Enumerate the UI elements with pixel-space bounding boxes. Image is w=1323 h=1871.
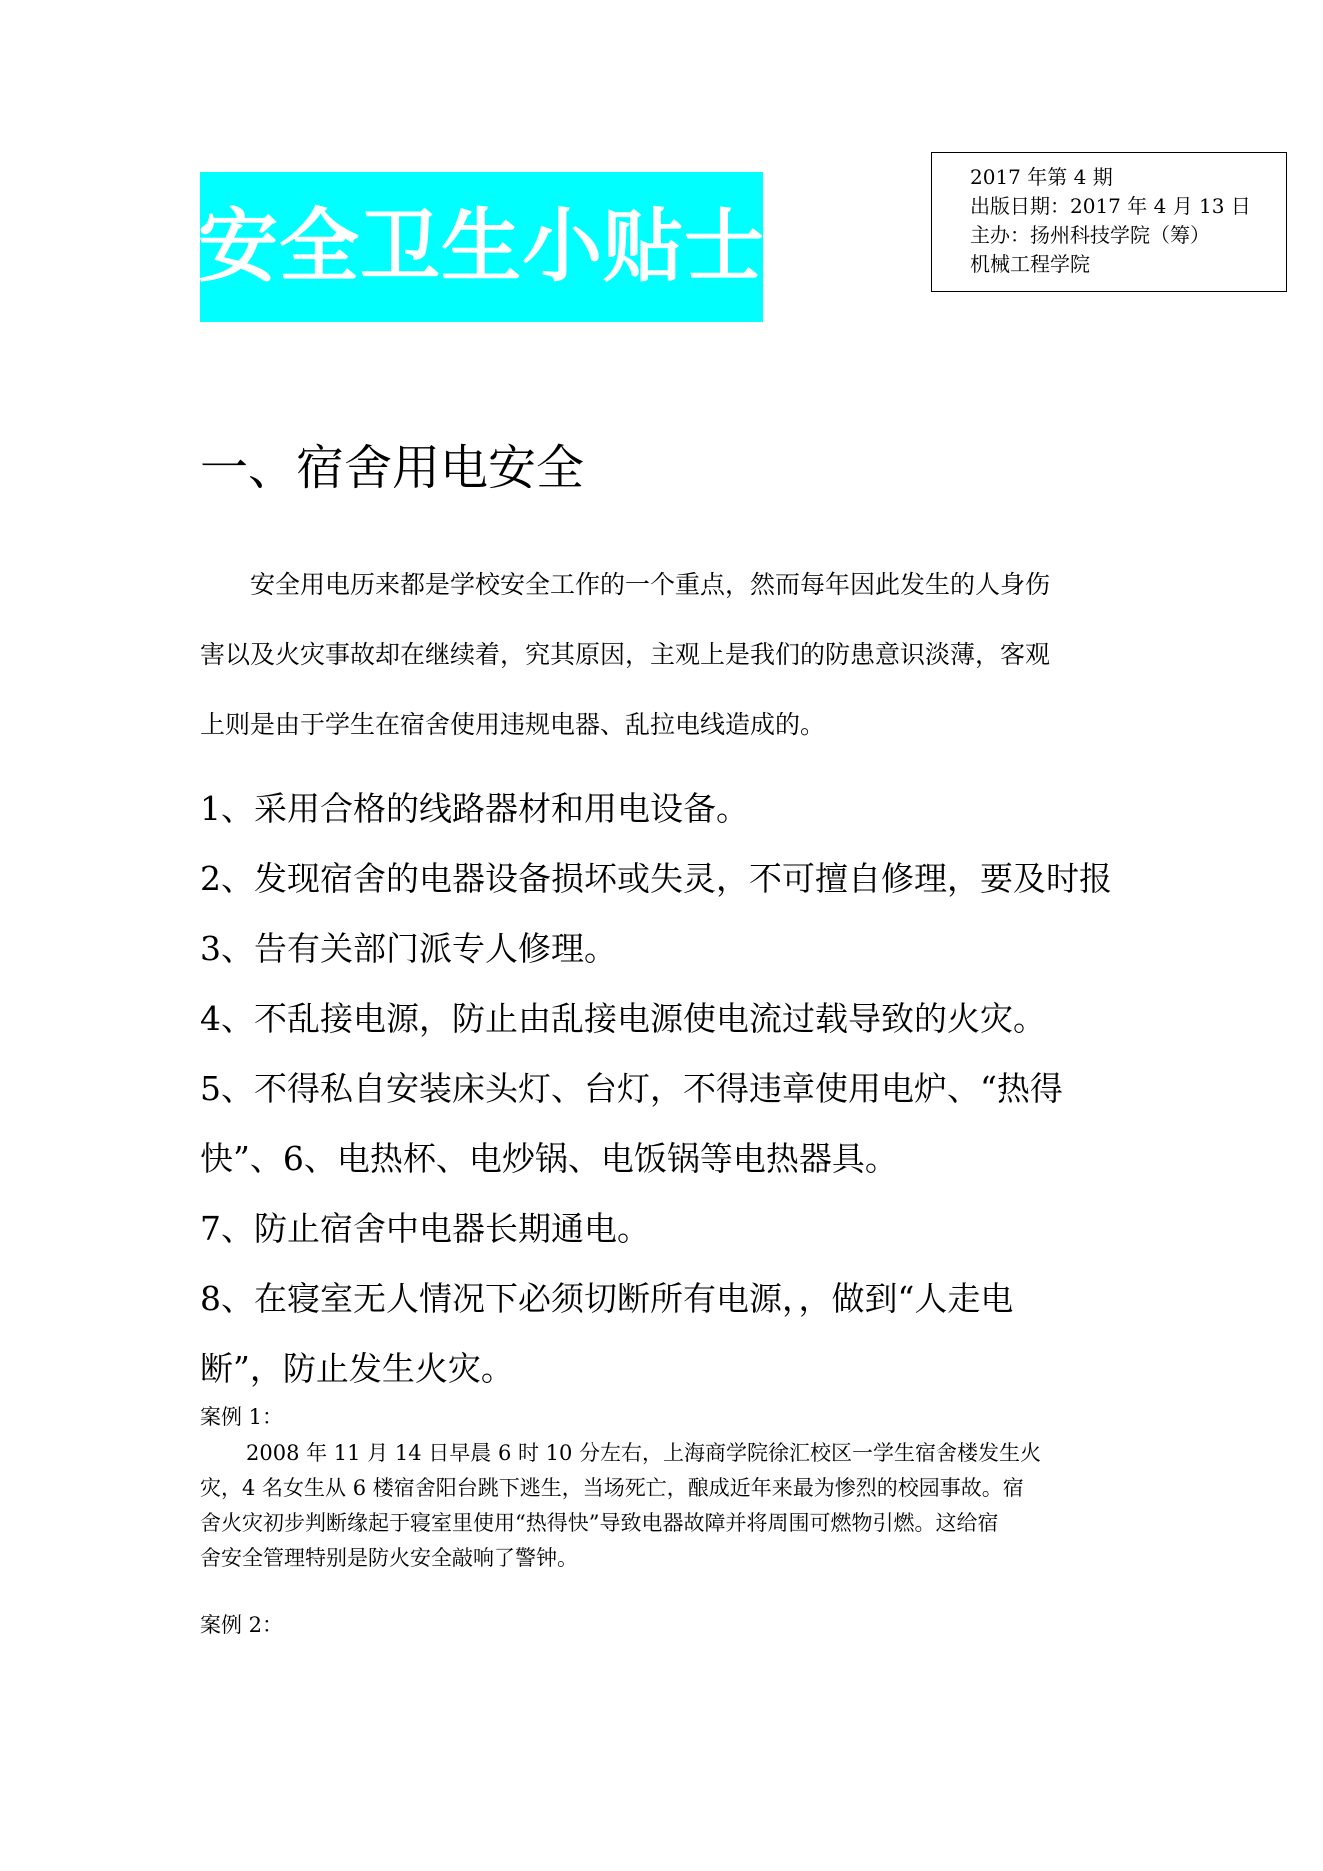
case-1-label: 案例 1： xyxy=(200,1405,284,1429)
rule-item: 8、在寝室无人情况下必须切断所有电源，，做到“人走电 xyxy=(200,1279,1014,1318)
case-1-line: 舍火灾初步判断缘起于寝室里使用“热得快”导致电器故障并将周围可燃物引燃。这给宿 xyxy=(200,1511,999,1535)
rule-item: 5、不得私自安装床头灯、台灯，不得违章使用电炉、“热得 xyxy=(200,1069,1063,1108)
rule-item: 2、发现宿舍的电器设备损坏或失灵，不可擅自修理，要及时报 xyxy=(200,859,1112,898)
sponsor: 主办：扬州科技学院（筹） xyxy=(970,223,1210,247)
rule-item: 4、不乱接电源，防止由乱接电源使电流过载导致的火灾。 xyxy=(200,999,1046,1038)
rule-item: 1、采用合格的线路器材和用电设备。 xyxy=(200,789,749,828)
case-1-line: 2008 年 11 月 14 日早晨 6 时 10 分左右，上海商学院徐汇校区一学生宿舍楼发生火 xyxy=(246,1441,1042,1465)
section-heading: 一、宿舍用电安全 xyxy=(200,440,585,496)
rule-item: 3、告有关部门派专人修理。 xyxy=(200,929,617,968)
rule-item: 7、防止宿舍中电器长期通电。 xyxy=(200,1209,650,1248)
intro-line: 害以及火灾事故却在继续着，究其原因，主观上是我们的防患意识淡薄，客观 xyxy=(200,640,1051,669)
case-1-line: 舍安全管理特别是防火安全敲响了警钟。 xyxy=(200,1546,578,1570)
rule-item: 快”、6、电热杯、电炒锅、电饭锅等电热器具。 xyxy=(200,1139,898,1178)
issue-number: 2017 年第 4 期 xyxy=(970,165,1113,189)
intro-line: 安全用电历来都是学校安全工作的一个重点，然而每年因此发生的人身伤 xyxy=(250,570,1051,599)
case-1-body xyxy=(200,1436,1140,1576)
case-2-label: 案例 2： xyxy=(200,1613,284,1637)
rules-list xyxy=(200,774,1160,1404)
intro-paragraph xyxy=(200,550,1120,760)
intro-line: 上则是由于学生在宿舍使用违规电器、乱拉电线造成的。 xyxy=(200,710,826,739)
title-banner xyxy=(200,172,763,322)
page-title: 安全卫生小贴士 xyxy=(198,200,765,293)
publish-date: 出版日期：2017 年 4 月 13 日 xyxy=(970,194,1251,218)
case-1-line: 灾，4 名女生从 6 楼宿舍阳台跳下逃生，当场死亡，酿成近年来最为惨烈的校园事故。宿 xyxy=(200,1476,1024,1500)
issue-info-box xyxy=(931,152,1287,292)
rule-item: 断”，防止发生火灾。 xyxy=(200,1349,514,1388)
department: 机械工程学院 xyxy=(970,252,1090,276)
